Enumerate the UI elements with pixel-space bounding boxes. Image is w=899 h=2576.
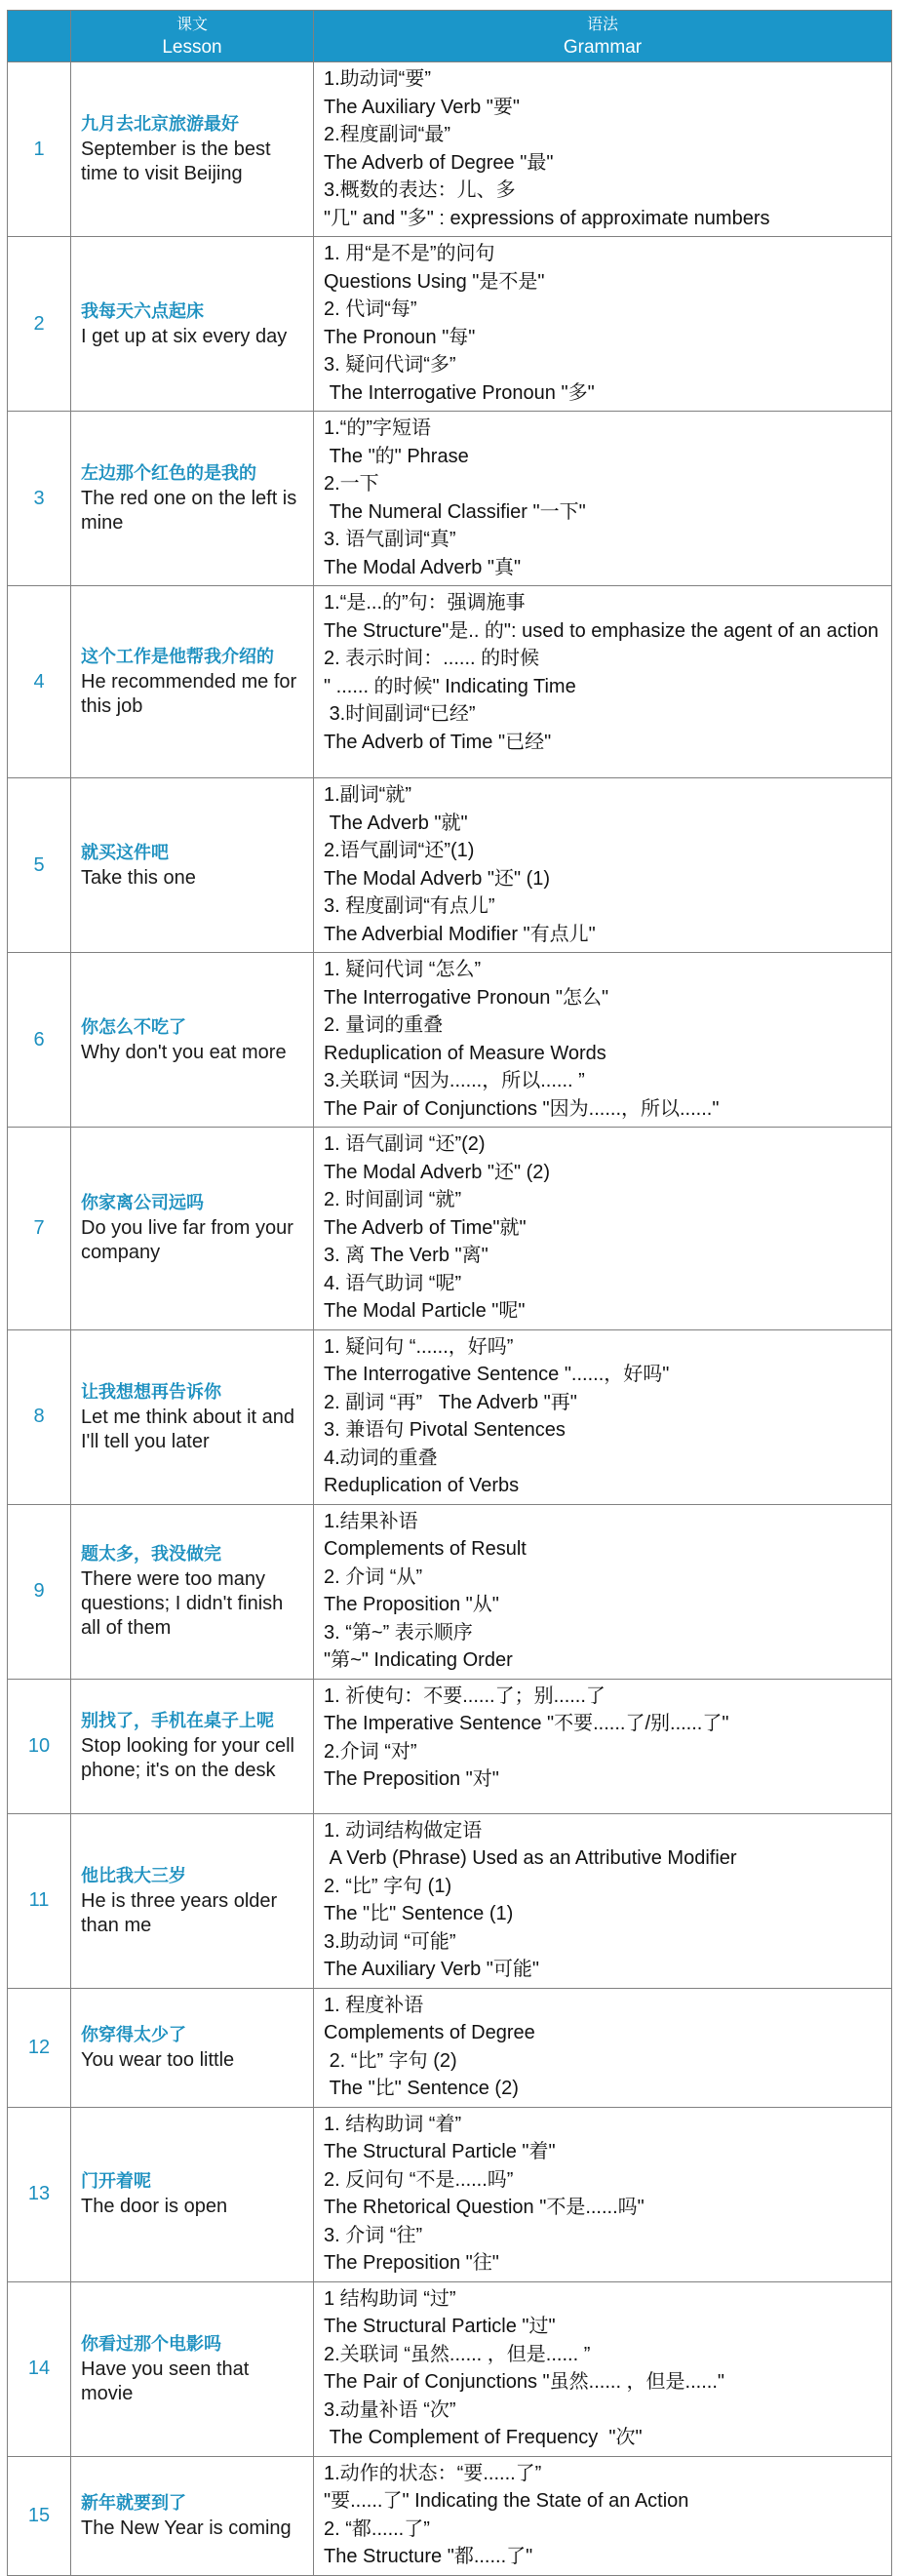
lesson-title-zh: 九月去北京旅游最好: [81, 114, 239, 135]
table-row: [8, 953, 892, 1128]
grammar-line: 3.关联词 “因为......，所以...... ”: [324, 1070, 585, 1091]
lesson-number: 5: [8, 778, 71, 953]
lesson-number: 11: [8, 1813, 71, 1988]
grammar-line: 1.“是...的”句：强调施事: [324, 592, 526, 614]
lesson-title-zh: 别找了，手机在桌子上呢: [81, 1711, 274, 1731]
lesson-cell: [71, 953, 314, 1128]
grammar-cell: [314, 1813, 892, 1988]
lesson-number: 6: [8, 953, 71, 1128]
grammar-line: 1 结构助词 “过”: [324, 2287, 456, 2310]
grammar-line: 1. 用“是不是”的问句: [324, 243, 495, 264]
grammar-cell: [314, 2281, 892, 2456]
lesson-title-zh: 我每天六点起床: [81, 300, 204, 322]
grammar-line: "几" and "多" : expressions of approximate numbers: [324, 207, 770, 229]
header-lesson-en: Lesson: [162, 37, 222, 58]
grammar-line: The Modal Adverb "真": [324, 556, 522, 578]
lesson-cell: [71, 1128, 314, 1330]
grammar-line: 1. 祈使句：不要......了；别......了: [324, 1684, 606, 1707]
page: [7, 10, 891, 2576]
grammar-line: " ...... 的时候" Indicating Time: [324, 675, 576, 697]
lesson-title-en: I get up at six every day: [81, 325, 288, 347]
grammar-line: 2.关联词 “虽然...... ，但是...... ”: [324, 2343, 591, 2365]
table-row: [8, 1329, 892, 1504]
grammar-line: The Pronoun "每": [324, 326, 476, 348]
header-lesson-cell: [71, 11, 314, 62]
grammar-line: The Pair of Conjunctions "虽然...... ，但是......": [324, 2371, 724, 2393]
lesson-title-en: You wear too little: [81, 2048, 235, 2071]
grammar-line: The Structure"是.. 的": used to emphasize the agent of an action: [324, 619, 879, 642]
grammar-line: The Preposition "对": [324, 1768, 499, 1790]
grammar-cell: [314, 2456, 892, 2575]
lesson-title-en: Do you live far from your company: [81, 1217, 293, 1264]
lesson-cell: [71, 412, 314, 586]
lesson-title-zh: 让我想想再告诉你: [81, 1381, 221, 1403]
header-grammar-en: Grammar: [563, 37, 643, 58]
grammar-cell: [314, 237, 892, 412]
lesson-title-en: Have you seen that movie: [81, 2358, 250, 2404]
grammar-line: 1. 疑问句 “......，好吗”: [324, 1335, 514, 1358]
grammar-cell: [314, 1988, 892, 2107]
grammar-line: The Adverb "就": [324, 812, 468, 834]
lesson-cell: [71, 1988, 314, 2107]
lesson-cell: [71, 2281, 314, 2456]
grammar-line: 1. 动词结构做定语: [324, 1819, 483, 1842]
grammar-line: The Structure "都......了": [324, 2546, 533, 2567]
lesson-title-zh: 你看过那个电影吗: [81, 2333, 221, 2355]
grammar-line: 2. 量词的重叠: [324, 1014, 444, 1036]
grammar-line: The Interrogative Sentence "......，好吗": [324, 1364, 670, 1385]
lesson-cell: [71, 2456, 314, 2575]
lesson-title-zh: 题太多，我没做完: [81, 1544, 221, 1565]
table-row: [8, 1128, 892, 1330]
lesson-title-zh: 新年就要到了: [81, 2492, 186, 2514]
grammar-line: 3.助动词 “可能”: [324, 1930, 456, 1953]
grammar-line: 2. “比” 字句 (2): [324, 2049, 457, 2072]
grammar-line: The Complement of Frequency "次": [324, 2427, 643, 2448]
grammar-line: Reduplication of Verbs: [324, 1475, 520, 1496]
lesson-title-zh: 他比我大三岁: [81, 1865, 186, 1886]
lesson-title-en: There were too many questions; I didn't finish all of them: [81, 1568, 284, 1639]
lesson-title-zh: 你家离公司远吗: [81, 1193, 204, 1214]
lesson-number: 4: [8, 586, 71, 778]
grammar-line: The Auxiliary Verb "可能": [324, 1959, 539, 1980]
grammar-line: 1.助动词“要”: [324, 68, 431, 90]
grammar-cell: [314, 2107, 892, 2281]
lesson-title-en: September is the best time to visit Beijing: [81, 139, 271, 184]
lesson-title-en: He is three years older than me: [81, 1889, 278, 1936]
grammar-line: 1.结果补语: [324, 1510, 418, 1532]
header-grammar-cell: [314, 11, 892, 62]
header-lesson-zh: 课文: [176, 15, 208, 33]
grammar-line: 1. 疑问代词 “怎么”: [324, 959, 482, 980]
grammar-line: 2. “比” 字句 (1): [324, 1875, 452, 1897]
lesson-cell: [71, 1679, 314, 1813]
grammar-line: 3. 介词 “往”: [324, 2224, 423, 2246]
grammar-line: 3. 离 The Verb "离": [324, 1245, 489, 1266]
table-row: [8, 412, 892, 586]
grammar-line: The "比" Sentence (2): [324, 2078, 519, 2099]
lesson-title-zh: 你怎么不吃了: [81, 1016, 186, 1038]
table-row: [8, 1679, 892, 1813]
grammar-line: 2.语气副词“还”(1): [324, 840, 475, 861]
grammar-line: 4.动词的重叠: [324, 1447, 438, 1469]
grammar-line: The Adverb of Time "已经": [324, 731, 552, 753]
lesson-title-en: Stop looking for your cell phone; it's on the desk: [81, 1735, 295, 1781]
grammar-line: The Adverbial Modifier "有点儿": [324, 923, 596, 945]
grammar-line: 2. 反问句 “不是......吗”: [324, 2168, 514, 2191]
grammar-line: The Proposition "从": [324, 1594, 499, 1615]
grammar-line: The "的" Phrase: [324, 445, 469, 467]
grammar-line: The Modal Adverb "还" (1): [324, 867, 551, 890]
table-row: [8, 2456, 892, 2575]
grammar-cell: [314, 953, 892, 1128]
grammar-line: 3.动量补语 “次”: [324, 2398, 456, 2421]
table-row: [8, 2107, 892, 2281]
lesson-number: 14: [8, 2281, 71, 2456]
grammar-line: 1. 程度补语: [324, 1994, 424, 2016]
grammar-line: 2. 副词 “再” The Adverb "再": [324, 1391, 577, 1413]
table-row: [8, 586, 892, 778]
grammar-line: 2.一下: [324, 473, 379, 495]
grammar-line: 3. 疑问代词“多”: [324, 354, 456, 376]
table-row: [8, 2281, 892, 2456]
table-row: [8, 1988, 892, 2107]
grammar-line: 3.时间副词“已经”: [324, 703, 476, 725]
grammar-line: 3.概数的表达：儿、多: [324, 179, 516, 201]
grammar-line: 2. 表示时间：...... 的时候: [324, 648, 540, 669]
lesson-number: 9: [8, 1504, 71, 1679]
grammar-line: 1.“的”字短语: [324, 417, 431, 439]
grammar-line: 2.介词 “对”: [324, 1740, 417, 1763]
lesson-title-zh: 就买这件吧: [81, 842, 169, 863]
lesson-cell: [71, 586, 314, 778]
lesson-cell: [71, 778, 314, 953]
grammar-line: Questions Using "是不是": [324, 270, 545, 293]
lesson-title-zh: 门开着呢: [81, 2171, 151, 2192]
grammar-cell: [314, 412, 892, 586]
grammar-line: The Interrogative Pronoun "多": [324, 381, 595, 404]
grammar-line: 3. 语气副词“真”: [324, 529, 456, 550]
table-body: [8, 62, 892, 2576]
grammar-line: The Structural Particle "着": [324, 2141, 556, 2162]
grammar-line: The Interrogative Pronoun "怎么": [324, 986, 609, 1009]
grammar-cell: [314, 1128, 892, 1330]
lesson-cell: [71, 1504, 314, 1679]
lesson-number: 7: [8, 1128, 71, 1330]
grammar-line: The Adverb of Degree "最": [324, 151, 554, 174]
grammar-cell: [314, 1679, 892, 1813]
grammar-line: 2. 时间副词 “就”: [324, 1189, 462, 1210]
grammar-line: 1.动作的状态：“要......了”: [324, 2462, 542, 2484]
lesson-number: 12: [8, 1988, 71, 2107]
grammar-line: Complements of Result: [324, 1538, 527, 1560]
grammar-cell: [314, 62, 892, 237]
table-row: [8, 1504, 892, 1679]
table-row: [8, 778, 892, 953]
lesson-title-zh: 这个工作是他帮我介绍的: [81, 647, 274, 667]
grammar-line: The Pair of Conjunctions "因为......，所以......": [324, 1097, 720, 1120]
grammar-cell: [314, 1329, 892, 1504]
lesson-title-en: Why don't you eat more: [81, 1041, 287, 1063]
grammar-cell: [314, 586, 892, 778]
grammar-cell: [314, 1504, 892, 1679]
lesson-number: 2: [8, 237, 71, 412]
grammar-line: The "比" Sentence (1): [324, 1903, 514, 1924]
lesson-grammar-table: [7, 10, 892, 2576]
grammar-line: Reduplication of Measure Words: [324, 1042, 606, 1064]
grammar-line: 1. 结构助词 “着”: [324, 2113, 462, 2135]
grammar-line: 2.程度副词“最”: [324, 124, 450, 145]
grammar-line: 3. “第~” 表示顺序: [324, 1621, 473, 1644]
lesson-title-en: The New Year is coming: [81, 2517, 292, 2539]
lesson-title-zh: 你穿得太少了: [81, 2024, 186, 2045]
lesson-cell: [71, 1813, 314, 1988]
grammar-line: 1. 语气副词 “还”(2): [324, 1133, 486, 1155]
grammar-line: 2. 代词“每”: [324, 298, 417, 320]
lesson-cell: [71, 1329, 314, 1504]
grammar-line: 2. 介词 “从”: [324, 1565, 423, 1588]
lesson-number: 8: [8, 1329, 71, 1504]
header-number-cell: [8, 11, 71, 62]
grammar-line: 2. “都......了”: [324, 2517, 430, 2540]
grammar-line: 3. 兼语句 Pivotal Sentences: [324, 1419, 566, 1441]
grammar-line: The Structural Particle "过": [324, 2316, 556, 2337]
grammar-line: The Modal Adverb "还" (2): [324, 1161, 551, 1183]
lesson-number: 1: [8, 62, 71, 237]
grammar-line: The Imperative Sentence "不要......了/别......了": [324, 1713, 729, 1734]
lesson-title-en: He recommended me for this job: [81, 671, 297, 717]
lesson-cell: [71, 2107, 314, 2281]
lesson-title-en: Take this one: [81, 866, 196, 889]
lesson-number: 15: [8, 2456, 71, 2575]
grammar-line: The Adverb of Time"就": [324, 1216, 527, 1239]
grammar-line: The Auxiliary Verb "要": [324, 96, 520, 118]
table-row: [8, 1813, 892, 1988]
lesson-title-zh: 左边那个红色的是我的: [81, 463, 256, 484]
table-row: [8, 237, 892, 412]
grammar-line: "要......了" Indicating the State of an Action: [324, 2490, 689, 2512]
header-grammar-zh: 语法: [586, 15, 618, 33]
grammar-line: Complements of Degree: [324, 2022, 535, 2043]
lesson-title-en: The red one on the left is mine: [81, 488, 297, 534]
lesson-number: 3: [8, 412, 71, 586]
grammar-line: The Numeral Classifier "一下": [324, 500, 586, 523]
grammar-line: 3. 程度副词“有点儿”: [324, 895, 495, 917]
lesson-title-en: Let me think about it and I'll tell you later: [81, 1406, 295, 1452]
lesson-cell: [71, 62, 314, 237]
grammar-line: 4. 语气助词 “呢”: [324, 1272, 462, 1294]
lesson-number: 13: [8, 2107, 71, 2281]
grammar-cell: [314, 778, 892, 953]
lesson-number: 10: [8, 1679, 71, 1813]
grammar-line: The Rhetorical Question "不是......吗": [324, 2197, 645, 2218]
lesson-title-en: The door is open: [81, 2196, 228, 2217]
table-row: [8, 62, 892, 237]
grammar-line: A Verb (Phrase) Used as an Attributive Modifier: [324, 1847, 737, 1869]
grammar-line: The Modal Particle "呢": [324, 1300, 526, 1322]
grammar-line: "第~" Indicating Order: [324, 1649, 513, 1671]
grammar-line: The Preposition "往": [324, 2252, 499, 2274]
lesson-cell: [71, 237, 314, 412]
table-header-row: [8, 11, 892, 62]
grammar-line: 1.副词“就”: [324, 784, 411, 806]
